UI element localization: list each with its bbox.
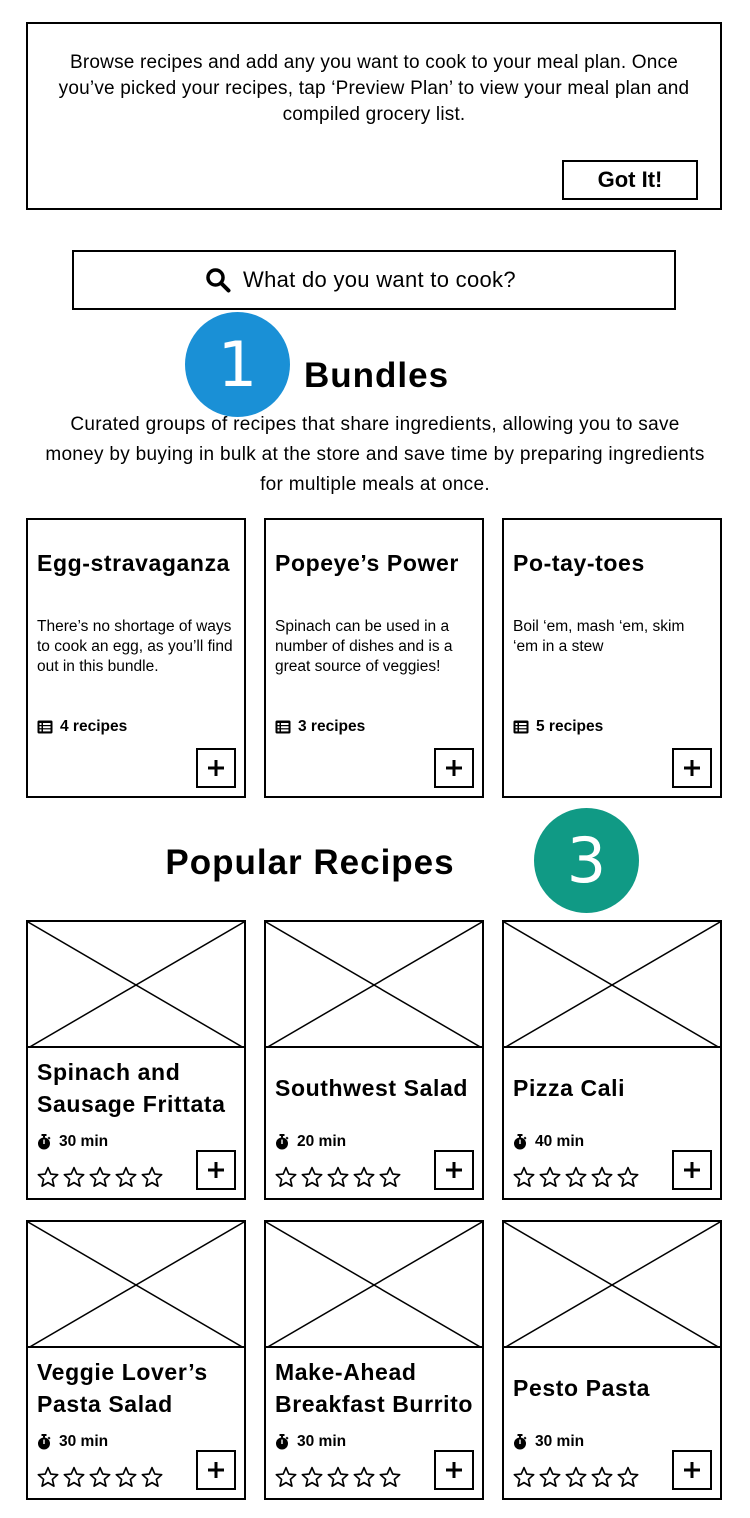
star-icon[interactable] — [37, 1166, 59, 1188]
recipe-name: Pizza Cali — [513, 1075, 626, 1101]
recipe-card[interactable] — [502, 920, 722, 1200]
bundle-recipe-count — [275, 718, 365, 736]
star-icon[interactable] — [301, 1166, 323, 1188]
recipe-time-label: 30 min — [59, 1433, 109, 1450]
list-icon — [37, 720, 53, 734]
recipe-time-label: 30 min — [297, 1433, 347, 1450]
star-icon[interactable] — [327, 1166, 349, 1188]
recipe-card[interactable] — [502, 1220, 722, 1500]
image-placeholder-icon — [504, 922, 720, 1048]
recipe-time-label: 20 min — [297, 1133, 347, 1150]
plus-icon — [208, 1162, 224, 1178]
plus-icon — [446, 760, 462, 776]
plus-icon — [446, 1162, 462, 1178]
star-icon[interactable] — [353, 1166, 375, 1188]
star-icon[interactable] — [513, 1166, 535, 1188]
bundle-recipe-count — [37, 718, 127, 736]
star-icon[interactable] — [565, 1466, 587, 1488]
plus-icon — [208, 760, 224, 776]
image-placeholder-icon — [28, 1222, 244, 1348]
bundles-title: Bundles — [304, 356, 450, 395]
bundles-description: Curated groups of recipes that share ingredients, allowing you to save money by buying in bulk at the store and save time by preparing ingredients for multiple meals at once. — [45, 414, 705, 495]
add-recipe-button[interactable] — [196, 1150, 236, 1190]
bundle-card[interactable] — [264, 518, 484, 798]
recipe-card[interactable] — [264, 1220, 484, 1500]
star-icon[interactable] — [591, 1166, 613, 1188]
star-icon[interactable] — [37, 1466, 59, 1488]
image-placeholder-icon — [266, 1222, 482, 1348]
bundle-recipe-count — [513, 718, 603, 736]
stopwatch-icon — [513, 1134, 527, 1150]
star-icon[interactable] — [327, 1466, 349, 1488]
list-icon — [275, 720, 291, 734]
star-icon[interactable] — [353, 1466, 375, 1488]
search-input[interactable] — [243, 267, 543, 293]
star-icon[interactable] — [617, 1466, 639, 1488]
plus-icon — [684, 1162, 700, 1178]
star-rating[interactable] — [37, 1466, 167, 1488]
star-rating[interactable] — [513, 1166, 643, 1188]
add-bundle-button[interactable] — [196, 748, 236, 788]
plus-icon — [684, 760, 700, 776]
star-rating[interactable] — [275, 1466, 405, 1488]
bundle-name: Egg-stravaganza — [37, 550, 231, 576]
bundle-count-label: 4 recipes — [60, 718, 128, 735]
got-it-button[interactable]: Got It! — [562, 160, 698, 200]
bundle-description: Spinach can be used in a number of dishes and is a great source of veggies! — [275, 618, 453, 675]
step-badge-3: 3 — [534, 808, 639, 913]
star-icon[interactable] — [141, 1466, 163, 1488]
recipe-name: Spinach and Sausage Frittata — [37, 1059, 226, 1117]
stopwatch-icon — [275, 1134, 289, 1150]
recipe-image-placeholder — [504, 922, 720, 1048]
recipe-time-label: 30 min — [535, 1433, 585, 1450]
star-icon[interactable] — [539, 1466, 561, 1488]
star-rating[interactable] — [37, 1166, 167, 1188]
add-bundle-button[interactable] — [434, 748, 474, 788]
recipe-image-placeholder — [28, 922, 244, 1048]
bundle-card[interactable] — [502, 518, 722, 798]
add-bundle-button[interactable] — [672, 748, 712, 788]
star-icon[interactable] — [89, 1166, 111, 1188]
star-rating[interactable] — [513, 1466, 643, 1488]
stopwatch-icon — [275, 1434, 289, 1450]
recipe-card[interactable] — [26, 1220, 246, 1500]
bundle-count-label: 5 recipes — [536, 718, 604, 735]
popular-recipes-title-text: Popular Recipes — [165, 843, 455, 882]
bundle-count-label: 3 recipes — [298, 718, 366, 735]
image-placeholder-icon — [504, 1222, 720, 1348]
recipe-time-label: 40 min — [535, 1133, 585, 1150]
add-recipe-button[interactable] — [434, 1450, 474, 1490]
onboarding-tip — [26, 22, 722, 210]
star-icon[interactable] — [379, 1166, 401, 1188]
bundle-description: Boil ‘em, mash ‘em, skim ‘em in a stew — [513, 618, 685, 655]
star-icon[interactable] — [275, 1166, 297, 1188]
plus-icon — [684, 1462, 700, 1478]
recipe-name: Make-Ahead Breakfast Burrito — [275, 1359, 474, 1417]
plus-icon — [446, 1462, 462, 1478]
recipe-cook-time — [513, 1133, 584, 1151]
star-icon[interactable] — [379, 1466, 401, 1488]
star-icon[interactable] — [63, 1166, 85, 1188]
bundle-card[interactable] — [26, 518, 246, 798]
recipe-name: Pesto Pasta — [513, 1375, 650, 1401]
recipe-image-placeholder — [266, 922, 482, 1048]
search-bar[interactable] — [72, 250, 676, 310]
bundle-name: Po-tay-toes — [513, 550, 645, 576]
stopwatch-icon — [37, 1434, 51, 1450]
plus-icon — [208, 1462, 224, 1478]
star-icon[interactable] — [115, 1166, 137, 1188]
search-icon — [205, 267, 231, 293]
stopwatch-icon — [37, 1134, 51, 1150]
star-rating[interactable] — [275, 1166, 405, 1188]
bundle-name: Popeye’s Power — [275, 550, 459, 576]
recipe-cook-time — [275, 1433, 346, 1451]
star-icon[interactable] — [275, 1466, 297, 1488]
image-placeholder-icon — [266, 922, 482, 1048]
star-icon[interactable] — [617, 1166, 639, 1188]
recipe-image-placeholder — [266, 1222, 482, 1348]
star-icon[interactable] — [63, 1466, 85, 1488]
star-icon[interactable] — [513, 1466, 535, 1488]
add-recipe-button[interactable] — [434, 1150, 474, 1190]
recipe-card[interactable] — [26, 920, 246, 1200]
recipe-name: Southwest Salad — [275, 1075, 469, 1101]
step-badge-1: 1 — [185, 312, 290, 417]
recipe-cook-time — [37, 1433, 108, 1451]
star-icon[interactable] — [539, 1166, 561, 1188]
add-recipe-button[interactable] — [672, 1150, 712, 1190]
star-icon[interactable] — [591, 1466, 613, 1488]
stopwatch-icon — [513, 1434, 527, 1450]
recipe-image-placeholder — [504, 1222, 720, 1348]
recipe-card[interactable] — [264, 920, 484, 1200]
image-placeholder-icon — [28, 922, 244, 1048]
star-icon[interactable] — [141, 1166, 163, 1188]
star-icon[interactable] — [115, 1466, 137, 1488]
recipe-cook-time — [513, 1433, 584, 1451]
star-icon[interactable] — [301, 1466, 323, 1488]
recipe-cook-time — [275, 1133, 346, 1151]
recipe-time-label: 30 min — [59, 1133, 109, 1150]
list-icon — [513, 720, 529, 734]
star-icon[interactable] — [89, 1466, 111, 1488]
bundle-description: There’s no shortage of ways to cook an egg, as you’ll find out in this bundle. — [37, 618, 233, 675]
add-recipe-button[interactable] — [196, 1450, 236, 1490]
onboarding-message: Browse recipes and add any you want to cook to your meal plan. Once you’ve picked your recipes, tap ‘Preview Plan’ to view your meal plan and compiled grocery list. — [58, 52, 690, 125]
star-icon[interactable] — [565, 1166, 587, 1188]
recipe-name: Veggie Lover’s Pasta Salad — [37, 1359, 208, 1417]
add-recipe-button[interactable] — [672, 1450, 712, 1490]
recipe-image-placeholder — [28, 1222, 244, 1348]
recipe-cook-time — [37, 1133, 108, 1151]
